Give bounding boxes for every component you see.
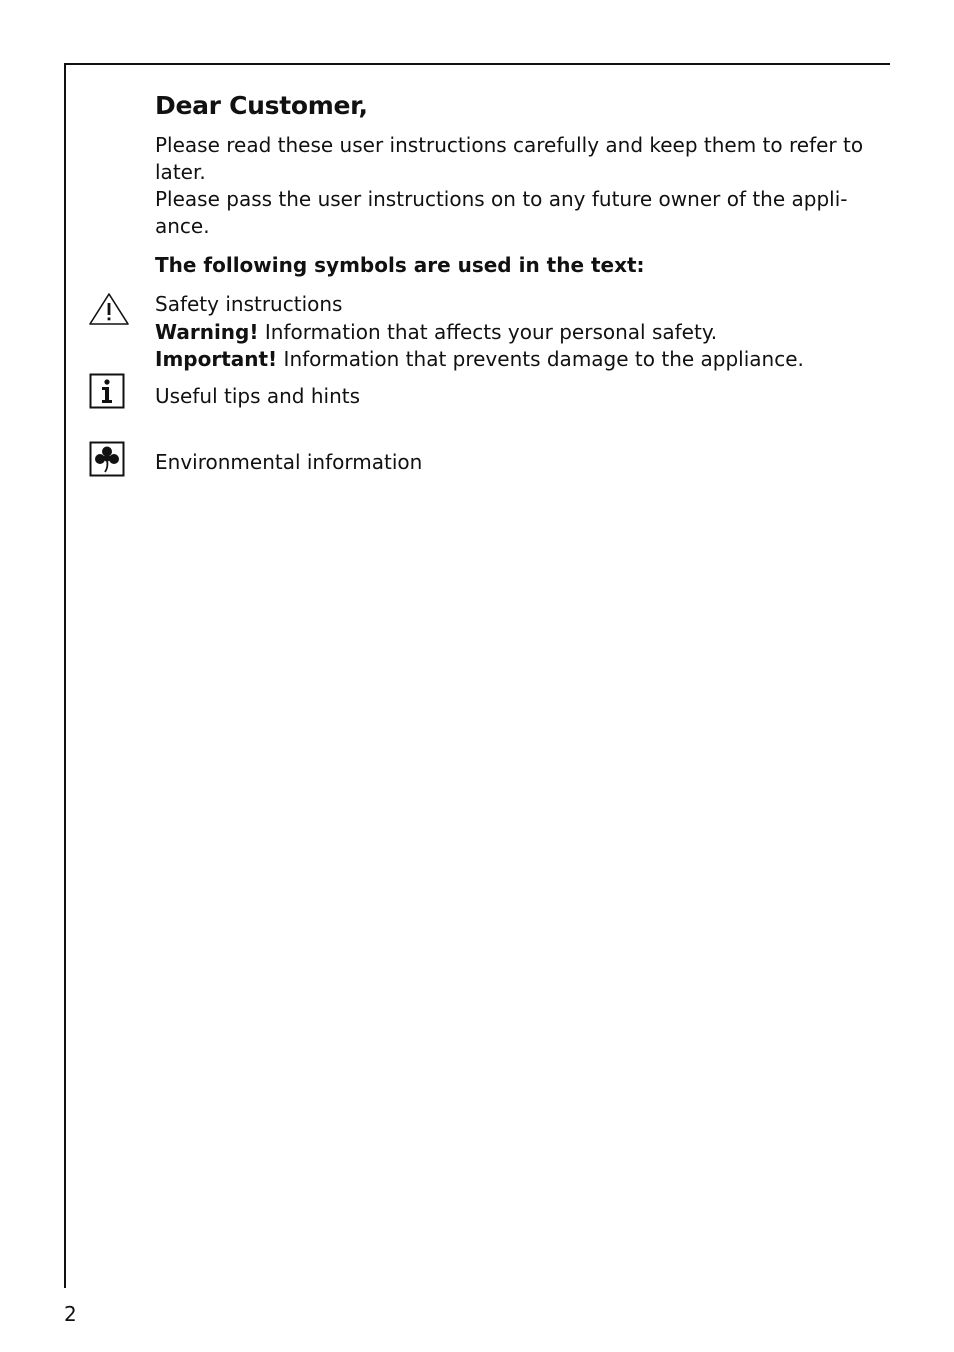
symbol-environment — [155, 449, 865, 477]
warning-line — [155, 319, 865, 347]
safety-title: Safety instructions — [155, 292, 343, 316]
frame-top-rule — [64, 63, 890, 65]
page-number: 2 — [64, 1302, 77, 1326]
important-text: Information that prevents damage to the appliance. — [277, 347, 804, 371]
intro-line: later. — [155, 160, 206, 184]
important-line — [155, 346, 865, 374]
symbol-tips — [155, 383, 865, 449]
warning-text: Information that affects your personal safety. — [258, 319, 718, 344]
environment-text: Environmental information — [155, 449, 423, 474]
intro-paragraph — [155, 132, 865, 240]
page-content — [155, 88, 865, 476]
frame-left-rule — [64, 63, 66, 1288]
info-icon — [89, 373, 125, 417]
warning-triangle-icon — [88, 291, 130, 335]
warning-label: Warning! — [155, 319, 259, 344]
symbol-safety — [155, 291, 865, 374]
tips-text: Useful tips and hints — [155, 383, 361, 408]
intro-line: ance. — [155, 214, 210, 238]
clover-leaf-icon — [89, 441, 125, 485]
intro-line: Please read these user instructions carefully and keep them to refer to — [155, 133, 864, 157]
intro-line: Please pass the user instructions on to any future owner of the appli- — [155, 187, 848, 211]
important-label: Important! — [155, 347, 278, 371]
page-title: Dear Customer, — [155, 91, 368, 120]
symbols-heading: The following symbols are used in the text: — [155, 253, 645, 277]
